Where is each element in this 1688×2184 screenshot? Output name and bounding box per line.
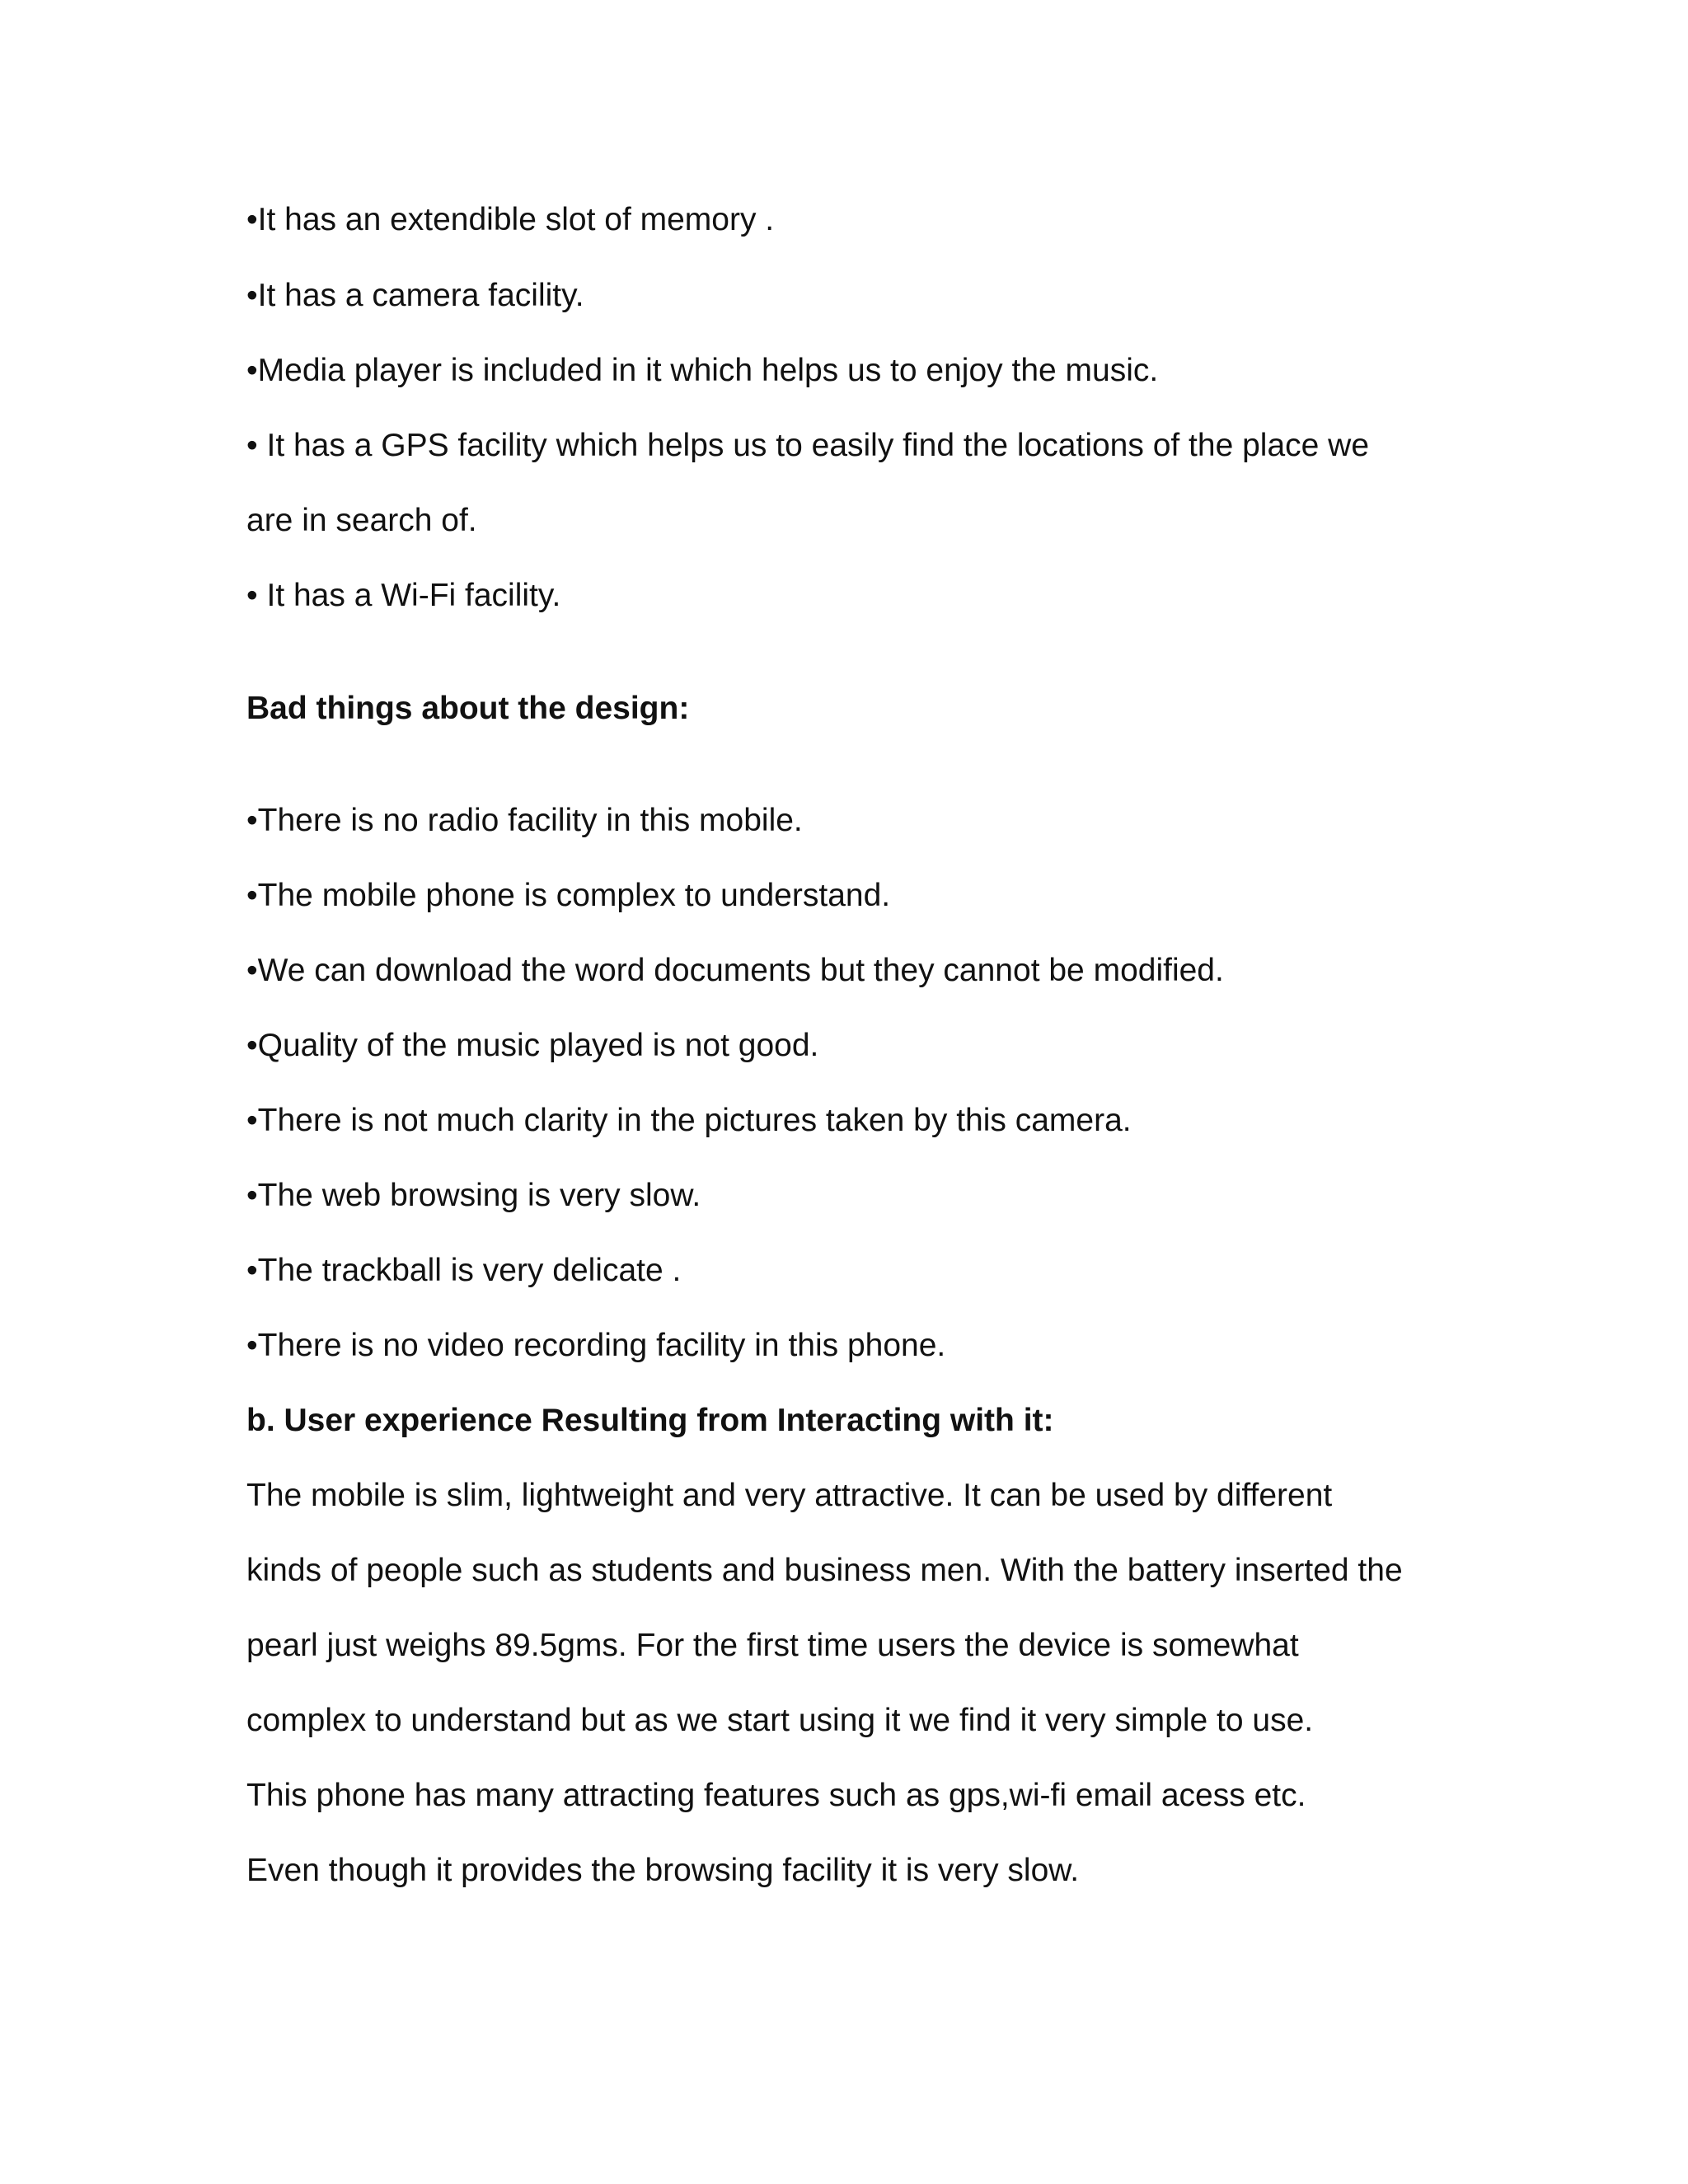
bad-item: •We can download the word documents but they cannot be modified. [246,953,1224,988]
section-heading-user-experience: b. User experience Resulting from Interacting with it: [246,1403,1054,1438]
feature-item: • It has a GPS facility which helps us to easily find the locations of the place we [246,428,1370,463]
bad-item: •The web browsing is very slow. [246,1178,701,1213]
feature-item-continuation: are in search of. [246,503,477,538]
feature-item: • It has a Wi-Fi facility. [246,578,561,613]
feature-item: •It has an extendible slot of memory . [246,202,775,237]
paragraph-line: pearl just weighs 89.5gms. For the first time users the device is somewhat [246,1628,1299,1663]
bad-item: •The mobile phone is complex to understand. [246,878,891,913]
paragraph-line: The mobile is slim, lightweight and very attractive. It can be used by different [246,1478,1333,1513]
bad-item: •The trackball is very delicate . [246,1253,682,1288]
bad-item: •There is no video recording facility in this phone. [246,1328,946,1363]
feature-item: •Media player is included in it which helps us to enjoy the music. [246,353,1159,388]
paragraph-line: complex to understand but as we start using it we find it very simple to use. [246,1703,1314,1738]
section-heading-bad-things: Bad things about the design: [246,691,690,726]
paragraph-line: Even though it provides the browsing facility it is very slow. [246,1853,1080,1888]
feature-item: •It has a camera facility. [246,278,584,313]
paragraph-line: kinds of people such as students and business men. With the battery inserted the [246,1553,1403,1588]
bad-item: •There is no radio facility in this mobile. [246,803,803,838]
paragraph-line: This phone has many attracting features such as gps,wi-fi email acess etc. [246,1778,1306,1813]
bad-item: •There is not much clarity in the pictures taken by this camera. [246,1103,1132,1138]
bad-item: •Quality of the music played is not good. [246,1028,819,1063]
